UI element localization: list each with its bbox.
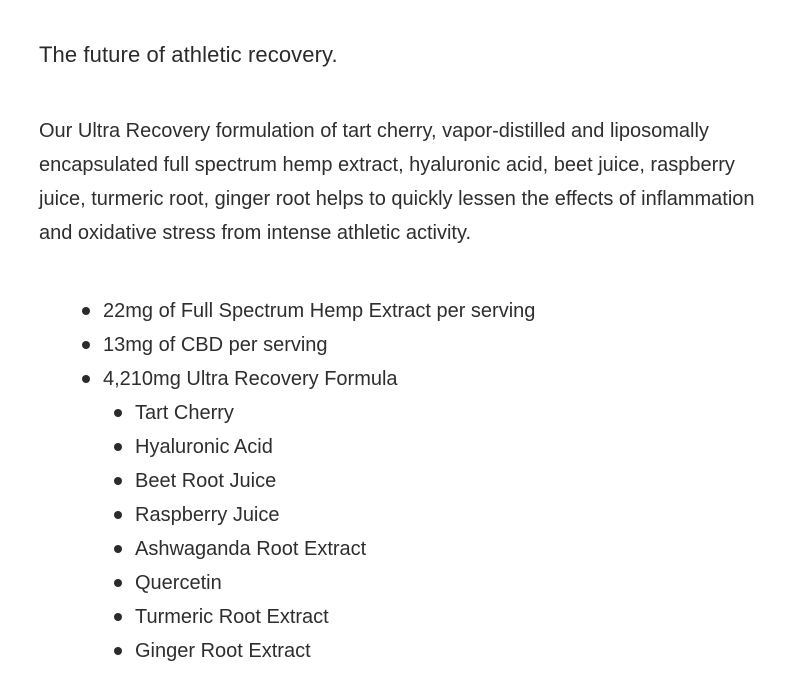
list-item (135, 532, 800, 566)
list-item (135, 498, 800, 532)
list-item-text: 13mg of CBD per serving (103, 334, 328, 356)
bullet-icon (114, 545, 122, 553)
ingredient-sublist (103, 396, 800, 668)
list-item-text: Hyaluronic Acid (135, 436, 273, 458)
description-paragraph: Our Ultra Recovery formulation of tart cherry, vapor-distilled and liposomally encapsulated full spectrum hemp extract, hyaluronic acid, beet juice, raspberry juice, turmeric root, ginger root helps to quickly lessen the effects of inflammation and oxidative stress from intense athletic activity. (39, 120, 755, 244)
list-item (135, 566, 800, 600)
list-item-text: Beet Root Juice (135, 470, 277, 492)
bullet-icon (82, 307, 90, 315)
bullet-icon (82, 375, 90, 383)
list-item-text: Quercetin (135, 572, 222, 594)
list-item-text: 22mg of Full Spectrum Hemp Extract per serving (103, 300, 536, 322)
list-item-text: Tart Cherry (135, 402, 234, 424)
list-item-text: Ginger Root Extract (135, 640, 311, 662)
bullet-icon (114, 579, 122, 587)
list-item-text: Raspberry Juice (135, 504, 280, 526)
list-item (103, 294, 800, 328)
list-item (135, 464, 800, 498)
feature-list (39, 294, 800, 668)
list-item (135, 430, 800, 464)
section-heading: The future of athletic recovery. (39, 42, 338, 67)
bullet-icon (114, 409, 122, 417)
bullet-icon (114, 477, 122, 485)
list-item-text: Turmeric Root Extract (135, 606, 329, 628)
list-item (103, 328, 800, 362)
bullet-icon (114, 613, 122, 621)
list-item (135, 634, 800, 668)
bullet-icon (114, 511, 122, 519)
list-item (135, 396, 800, 430)
list-item-text: Ashwaganda Root Extract (135, 538, 367, 560)
list-item-text: 4,210mg Ultra Recovery Formula (103, 368, 398, 390)
list-item (135, 600, 800, 634)
bullet-icon (82, 341, 90, 349)
bullet-icon (114, 443, 122, 451)
list-item (103, 362, 800, 668)
bullet-icon (114, 647, 122, 655)
